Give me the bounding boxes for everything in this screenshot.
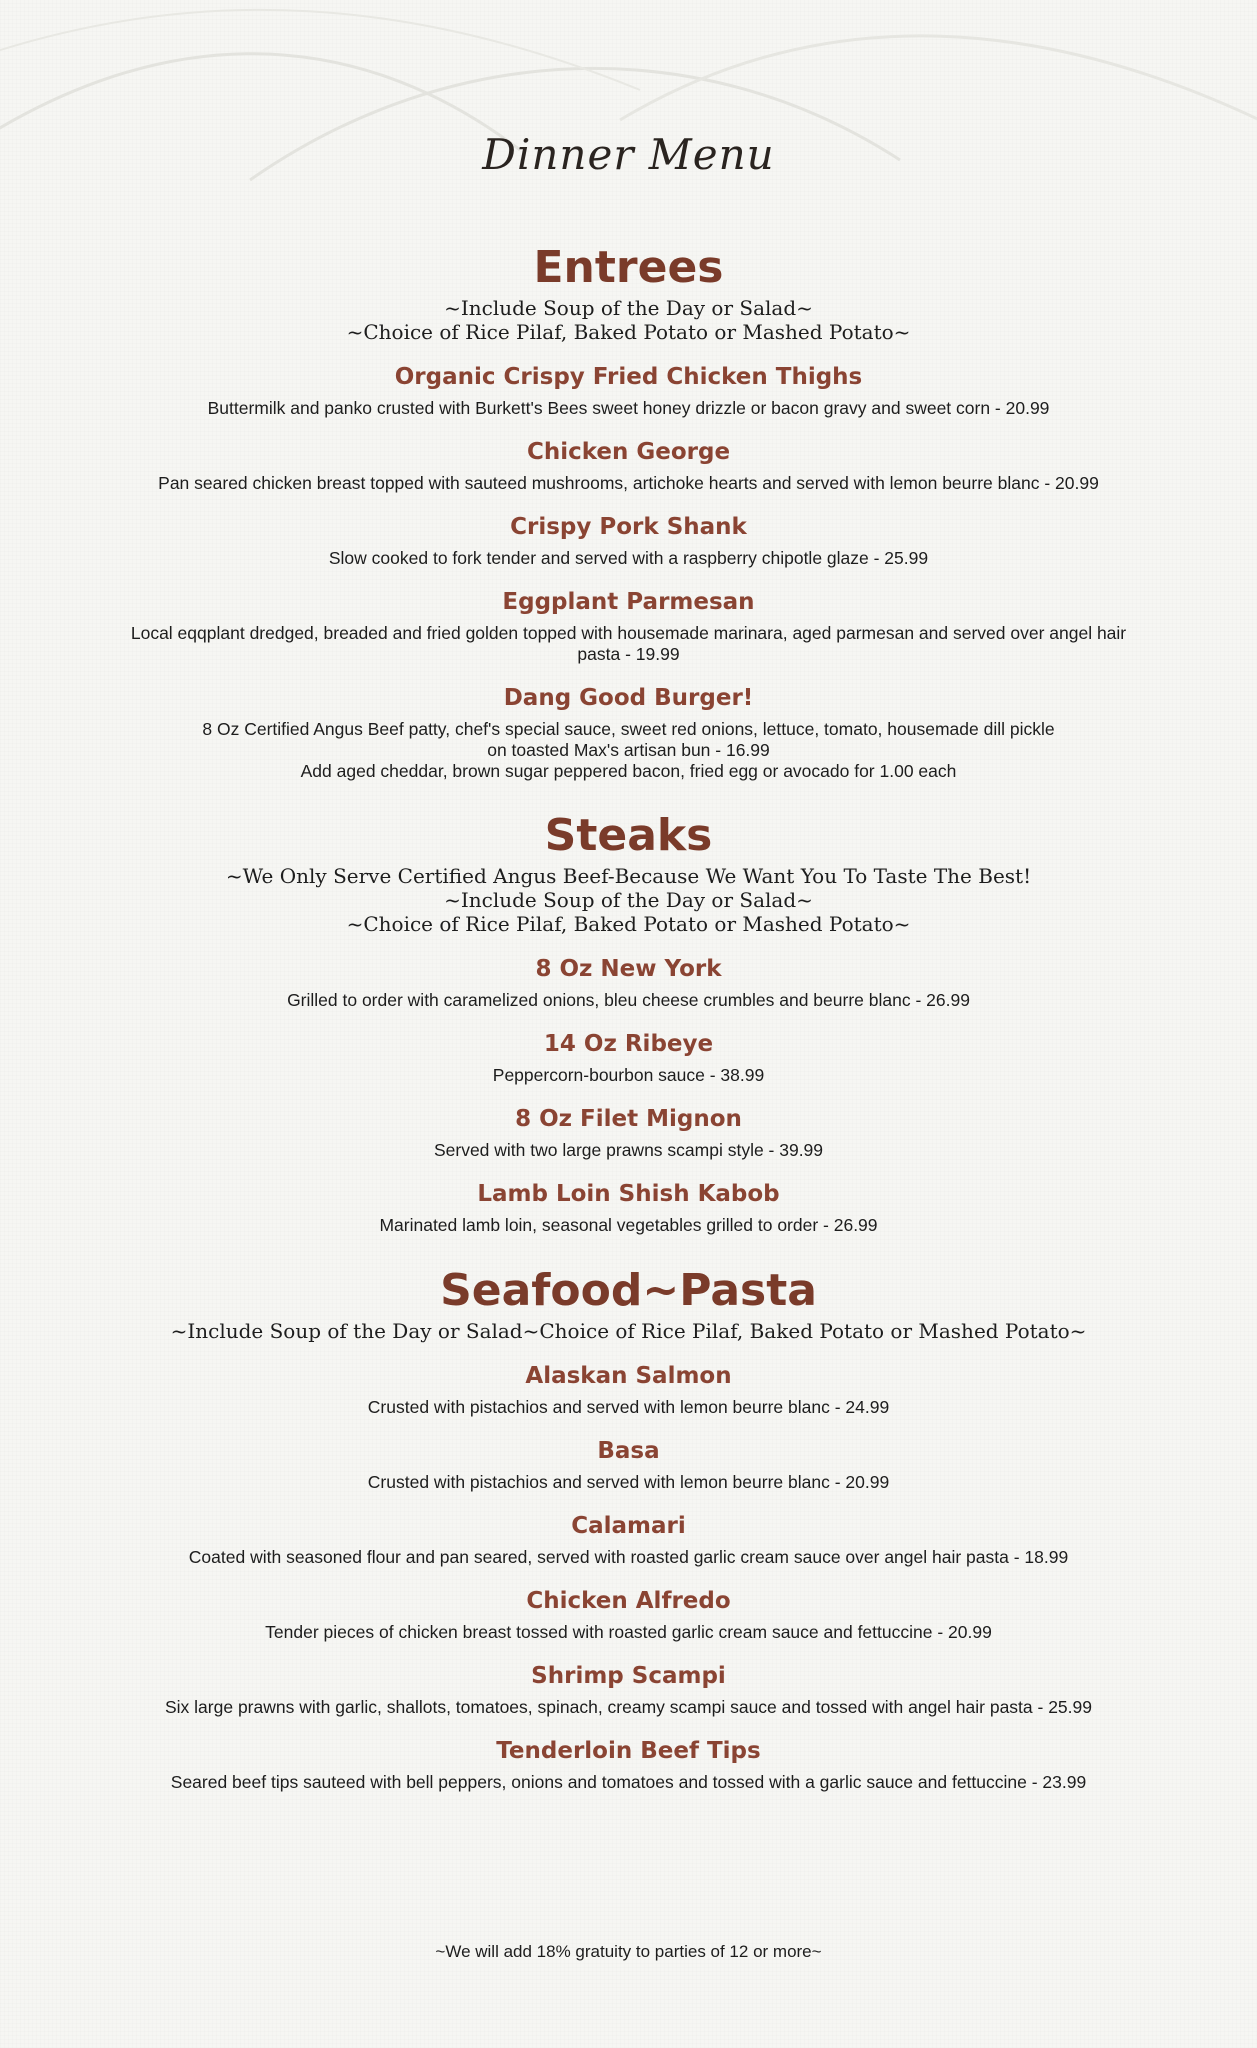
menu-item-chicken-george [0,437,1257,494]
item-description-line: Add aged cheddar, brown sugar peppered bacon, fried egg or avocado for 1.00 each [300,761,957,781]
item-description-line: Marinated lamb loin, seasonal vegetables grilled to order - 26.99 [379,1215,878,1235]
item-description [0,990,1257,1011]
item-name: Tenderloin Beef Tips [496,1738,761,1764]
menu-item-dang-good-burger [0,683,1257,782]
menu-item-basa [0,1436,1257,1493]
menu-item-organic-crispy-fried-chicken-thighs [0,362,1257,419]
item-description [0,1547,1257,1568]
menu-item-8-oz-new-york [0,954,1257,1011]
item-name: Calamari [571,1513,686,1539]
section-heading-seafood-pasta: Seafood~Pasta [440,1265,817,1316]
item-name: Chicken George [526,439,731,465]
menu-item-8-oz-filet-mignon [0,1104,1257,1161]
section-heading-entrees: Entrees [533,242,724,293]
item-description-line: Crusted with pistachios and served with lemon beurre blanc - 24.99 [367,1397,890,1417]
item-description-line: Six large prawns with garlic, shallots, tomatoes, spinach, creamy scampi sauce and tossed with angel hair pasta - 25.99 [165,1697,1092,1717]
item-description-line: Peppercorn-bourbon sauce - 38.99 [492,1065,765,1085]
menu-item-calamari [0,1511,1257,1568]
item-description-line: 8 Oz Certified Angus Beef patty, chef's special sauce, sweet red onions, lettuce, tomato, housemade dill pickle [202,719,1055,739]
item-description [0,1622,1257,1643]
item-name: Chicken Alfredo [526,1588,731,1614]
item-description-line: Served with two large prawns scampi style - 39.99 [433,1140,824,1160]
item-name: Lamb Loin Shish Kabob [477,1181,780,1207]
item-description [0,1397,1257,1418]
menu-title: Dinner Menu [482,130,775,179]
item-description-line: Crusted with pistachios and served with lemon beurre blanc - 20.99 [367,1472,890,1492]
section-entrees [0,240,1257,782]
item-description-line: Tender pieces of chicken breast tossed with roasted garlic cream sauce and fettuccine - 20.99 [265,1622,992,1642]
item-name: Organic Crispy Fried Chicken Thighs [394,364,863,390]
section-heading-steaks: Steaks [544,810,713,861]
menu-item-lamb-loin-shish-kabob [0,1179,1257,1236]
item-description-line: Buttermilk and panko crusted with Burkett's Bees sweet honey drizzle or bacon gravy and sweet corn - 20.99 [207,398,1050,418]
section-note: ~Include Soup of the Day or Salad~Choice of Rice Pilaf, Baked Potato or Mashed Potato~ [170,1319,1087,1343]
item-description-line: pasta - 19.99 [577,644,680,664]
section-note: ~We Only Serve Certified Angus Beef-Because We Want You To Taste The Best! [225,864,1032,888]
item-description [0,1215,1257,1236]
menu-item-chicken-alfredo [0,1586,1257,1643]
item-name: Crispy Pork Shank [510,514,747,540]
item-description-line: Seared beef tips sauteed with bell peppers, onions and tomatoes and tossed with a garlic sauce and fettuccine - 23.99 [170,1772,1087,1792]
menu-item-alaskan-salmon [0,1361,1257,1418]
item-description [0,623,1257,665]
item-name: 8 Oz Filet Mignon [515,1106,742,1132]
item-description [0,398,1257,419]
section-note: ~Include Soup of the Day or Salad~ [444,296,813,320]
menu-item-eggplant-parmesan [0,587,1257,665]
item-name: Eggplant Parmesan [502,589,755,615]
item-description-line: on toasted Max's artisan bun - 16.99 [487,740,770,760]
section-seafood-pasta [0,1263,1257,1793]
menu-item-shrimp-scampi [0,1661,1257,1718]
menu-item-crispy-pork-shank [0,512,1257,569]
item-name: Shrimp Scampi [531,1663,726,1689]
section-steaks [0,808,1257,1236]
item-name: 8 Oz New York [535,956,722,982]
item-description-line: Pan seared chicken breast topped with sauteed mushrooms, artichoke hearts and served with lemon beurre blanc - 20.99 [158,473,1099,493]
item-name: Alaskan Salmon [525,1363,732,1389]
item-description [0,1140,1257,1161]
item-description-line: Coated with seasoned flour and pan seared, served with roasted garlic cream sauce over angel hair pasta - 18.99 [188,1547,1069,1567]
section-note: ~Choice of Rice Pilaf, Baked Potato or Mashed Potato~ [346,320,911,344]
item-description [0,1065,1257,1086]
item-description [0,473,1257,494]
menu-item-14-oz-ribeye [0,1029,1257,1086]
item-description-line: Local eqqplant dredged, breaded and fried golden topped with housemade marinara, aged parmesan and served over angel hair [130,623,1127,643]
item-name: Dang Good Burger! [503,685,754,711]
item-description [0,719,1257,782]
item-description-line: Slow cooked to fork tender and served with a raspberry chipotle glaze - 25.99 [328,548,929,568]
section-note: ~Include Soup of the Day or Salad~ [444,888,813,912]
item-description-line: Grilled to order with caramelized onions, bleu cheese crumbles and beurre blanc - 26.99 [287,990,970,1010]
item-name: 14 Oz Ribeye [543,1031,714,1057]
section-note: ~Choice of Rice Pilaf, Baked Potato or Mashed Potato~ [346,912,911,936]
item-description [0,1697,1257,1718]
item-name: Basa [597,1438,660,1464]
menu-item-tenderloin-beef-tips [0,1736,1257,1793]
item-description [0,1772,1257,1793]
item-description [0,1472,1257,1493]
item-description [0,548,1257,569]
gratuity-note: ~We will add 18% gratuity to parties of 12 or more~ [435,1942,822,1961]
